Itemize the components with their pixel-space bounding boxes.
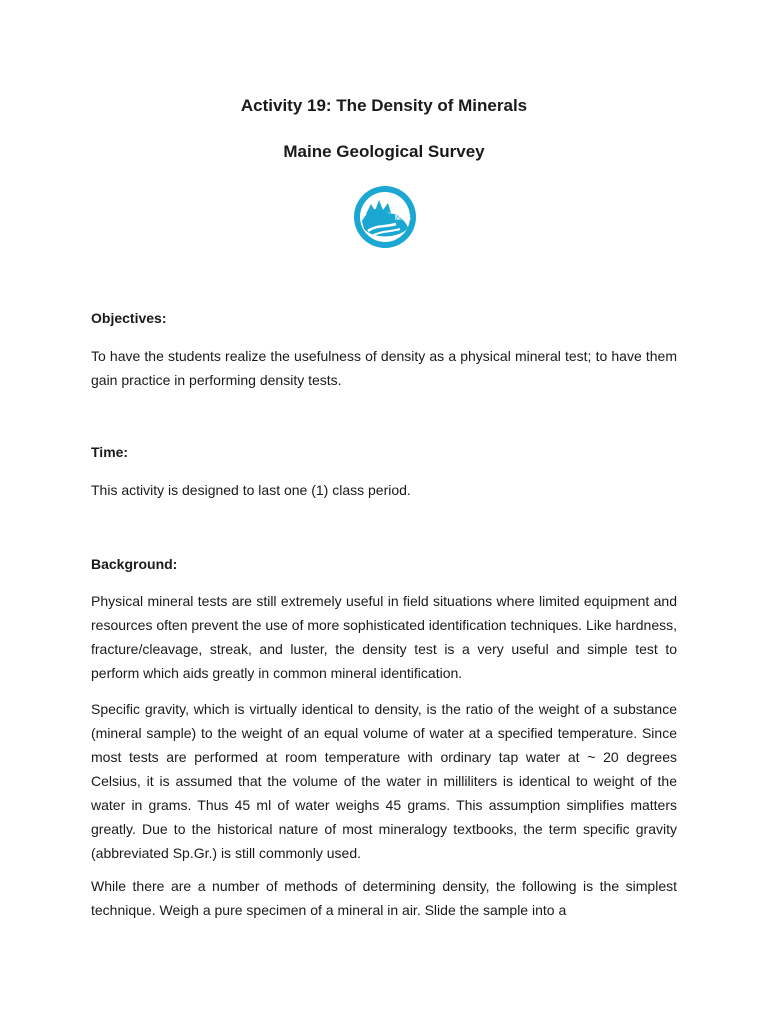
objectives-text: To have the students realize the usefulness of density as a physical mineral test; to have them gain practice in performing density tests.	[91, 348, 677, 388]
background-paragraph-1: Physical mineral tests are still extremely useful in field situations where limited equipment and resources often prevent the use of more sophisticated identification techniques. Like hardness, fracture/cleavage, streak, and luster, the density test is a very useful and simple test to perform which aids greatly in common mineral identification.	[91, 593, 678, 681]
page-title: Activity 19: The Density of Minerals	[240, 96, 528, 115]
maine-geological-survey-logo-icon	[352, 184, 418, 250]
background-heading: Background:	[91, 556, 178, 572]
objectives-heading: Objectives:	[91, 310, 167, 326]
page-subtitle: Maine Geological Survey	[283, 142, 485, 161]
logo-text: MGS	[395, 215, 411, 222]
time-text: This activity is designed to last one (1) class period.	[91, 482, 411, 498]
time-heading: Time:	[91, 444, 129, 460]
background-paragraph-3: While there are a number of methods of determining density, the following is the simplest technique. Weigh a pure specimen of a mineral in air. Slide the sample into a	[91, 878, 677, 918]
background-paragraph-2: Specific gravity, which is virtually identical to density, is the ratio of the weight of a substance (mineral sample) to the weight of an equal volume of water at a specified temperature. Since most tests are performed at room temperature with ordinary tap water at ~ 20 degrees Celsius, it is assumed that the volume of the water in milliliters is identical to weight of the water in grams. Thus 45 ml of water weighs 45 grams. This assumption simplifies matters greatly. Due to the historical nature of most mineralogy textbooks, the term specific gravity (abbreviated Sp.Gr.) is still commonly used.	[91, 701, 677, 861]
